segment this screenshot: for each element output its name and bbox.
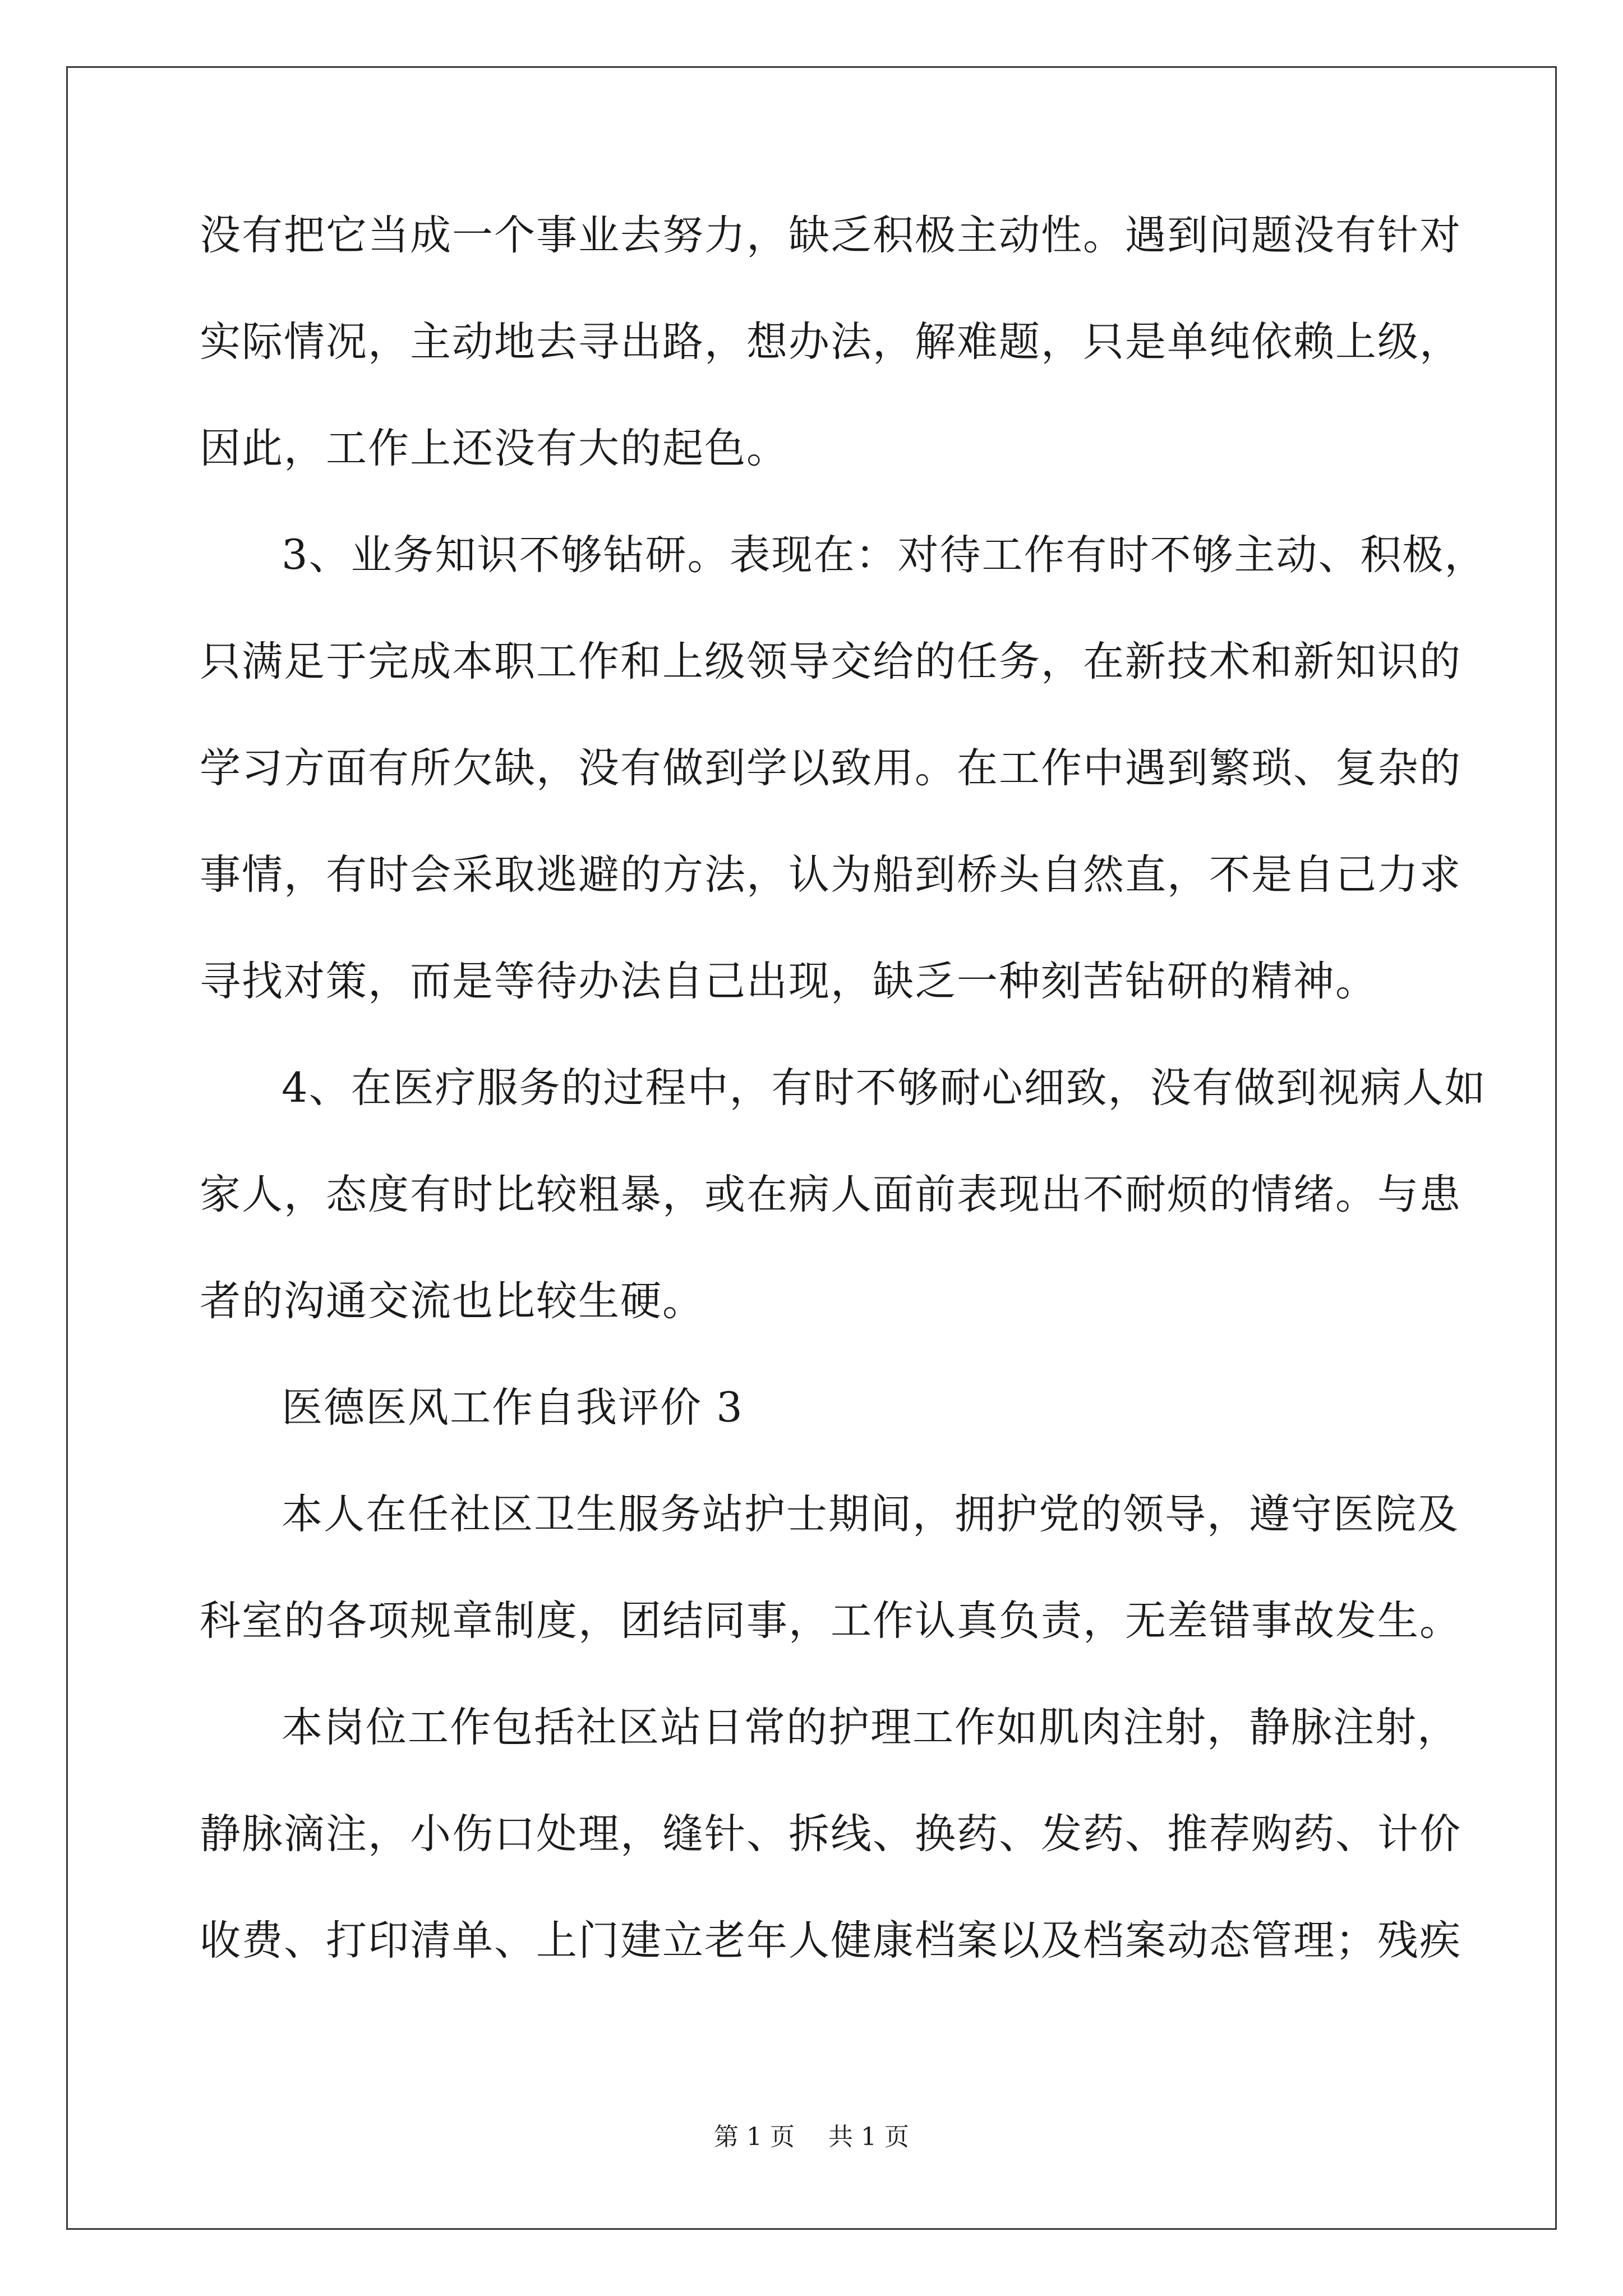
text-line: 本岗位工作包括社区站日常的护理工作如肌肉注射，静脉注射， [282,1704,1459,1751]
text-line: 科室的各项规章制度，团结同事，工作认真负责，无差错事故发生。 [200,1597,1461,1645]
text-line: 实际情况，主动地去寻出路，想办法，解难题，只是单纯依赖上级， [200,318,1461,366]
section-title: 医德医风工作自我评价 3 [282,1384,744,1432]
text-line: 本人在任社区卫生服务站护士期间，拥护党的领导，遵守医院及 [282,1490,1459,1538]
text-line: 寻找对策，而是等待办法自己出现，缺乏一种刻苦钻研的精神。 [200,958,1377,1005]
text-line: 家人，态度有时比较粗暴，或在病人面前表现出不耐烦的情绪。与患 [200,1171,1461,1218]
paragraph-heading-3: 3、业务知识不够钻研。表现在：对待工作有时不够主动、积极， [282,531,1487,579]
text-line: 只满足于完成本职工作和上级领导交给的任务，在新技术和新知识的 [200,638,1461,685]
page-border [66,66,1557,2230]
page-footer [0,2120,1623,2154]
text-line: 因此，工作上还没有大的起色。 [200,425,789,472]
page-number: 第 1 页 [714,2123,795,2151]
text-line: 静脉滴注，小伤口处理，缝针、拆线、换药、发药、推荐购药、计价 [200,1810,1461,1858]
page-total: 共 1 页 [828,2123,909,2151]
text-line: 事情，有时会采取逃避的方法，认为船到桥头自然直，不是自己力求 [200,851,1461,899]
text-line: 没有把它当成一个事业去努力，缺乏积极主动性。遇到问题没有针对 [200,211,1461,259]
text-line: 学习方面有所欠缺，没有做到学以致用。在工作中遇到繁琐、复杂的 [200,744,1461,792]
text-line: 收费、打印清单、上门建立老年人健康档案以及档案动态管理；残疾 [200,1917,1461,1964]
text-line: 者的沟通交流也比较生硬。 [200,1277,704,1325]
paragraph-heading-4: 4、在医疗服务的过程中，有时不够耐心细致，没有做到视病人如 [282,1064,1487,1112]
